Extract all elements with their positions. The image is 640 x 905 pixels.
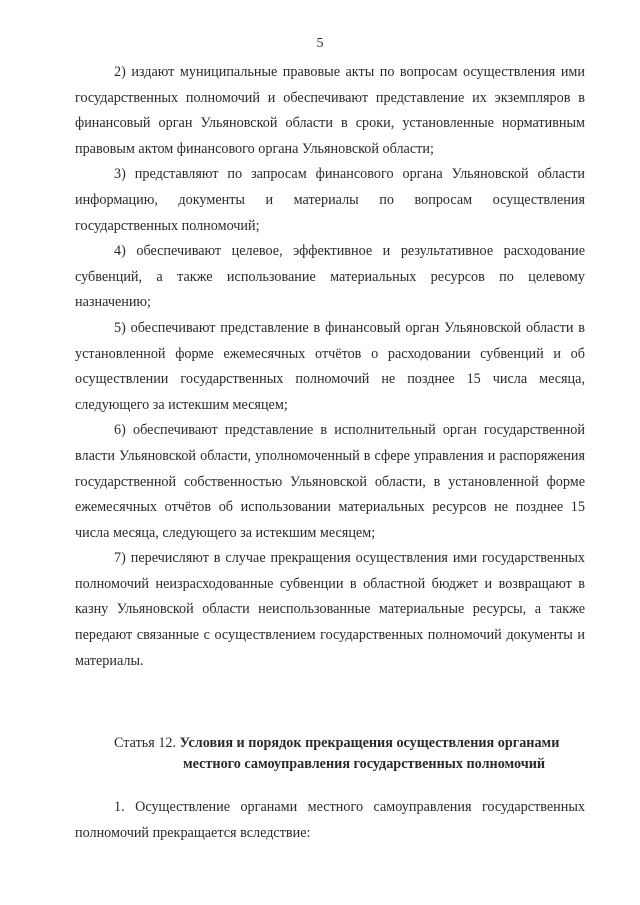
paragraph-item-7: 7) перечисляют в случае прекращения осуществления ими государственных полномочий неизрасходованные субвенции в областной бюджет и возвращают в казну Ульяновской области неиспользованные материальные ресурсы, а также передают связанные с осуществлением государственных полномочий документы и материалы. [75, 550, 585, 669]
article-heading [75, 733, 585, 775]
page-number: 5 [316, 36, 324, 51]
paragraph-item-2: 2) издают муниципальные правовые акты по вопросам осуществления ими государственных полномочий и обеспечивают представление их экземпляров в финансовый орган Ульяновской области в сроки, установленные нормативным правовым актом финансового органа Ульяновской области; [75, 64, 585, 157]
paragraph-item-6: 6) обеспечивают представление в исполнительный орган государственной власти Ульяновской области, уполномоченный в сфере управления и распоряжения государственной собственностью Ульяновской области, в установленной форме ежемесячных отчётов об использовании материальных ресурсов не позднее 15 числа месяца, следующего за истекшим месяцем; [75, 422, 585, 541]
article-title-line-1: Условия и порядок прекращения осуществления органами [179, 735, 560, 751]
paragraph-item-4: 4) обеспечивают целевое, эффективное и результативное расходование субвенций, а также использование материальных ресурсов по целевому назначению; [75, 243, 585, 311]
article-title-line-2: местного самоуправления государственных полномочий [183, 756, 546, 772]
article-heading-line-1 [75, 733, 585, 754]
paragraph-item-3: 3) представляют по запросам финансового органа Ульяновской области информацию, документы и материалы по вопросам осуществления государственных полномочий; [75, 166, 585, 234]
article-label: Статья 12. [114, 735, 177, 751]
article-body [75, 795, 585, 846]
paragraph-item-5: 5) обеспечивают представление в финансовый орган Ульяновской области в установленной форме ежемесячных отчётов о расходовании субвенций и об осуществлении государственных полномочий не позднее 15 числа месяца, следующего за истекшим месяцем; [75, 319, 585, 413]
obligations-list [75, 60, 585, 674]
article-paragraph-1: 1. Осуществление органами местного самоуправления государственных полномочий прекращается вследствие: [75, 799, 585, 841]
